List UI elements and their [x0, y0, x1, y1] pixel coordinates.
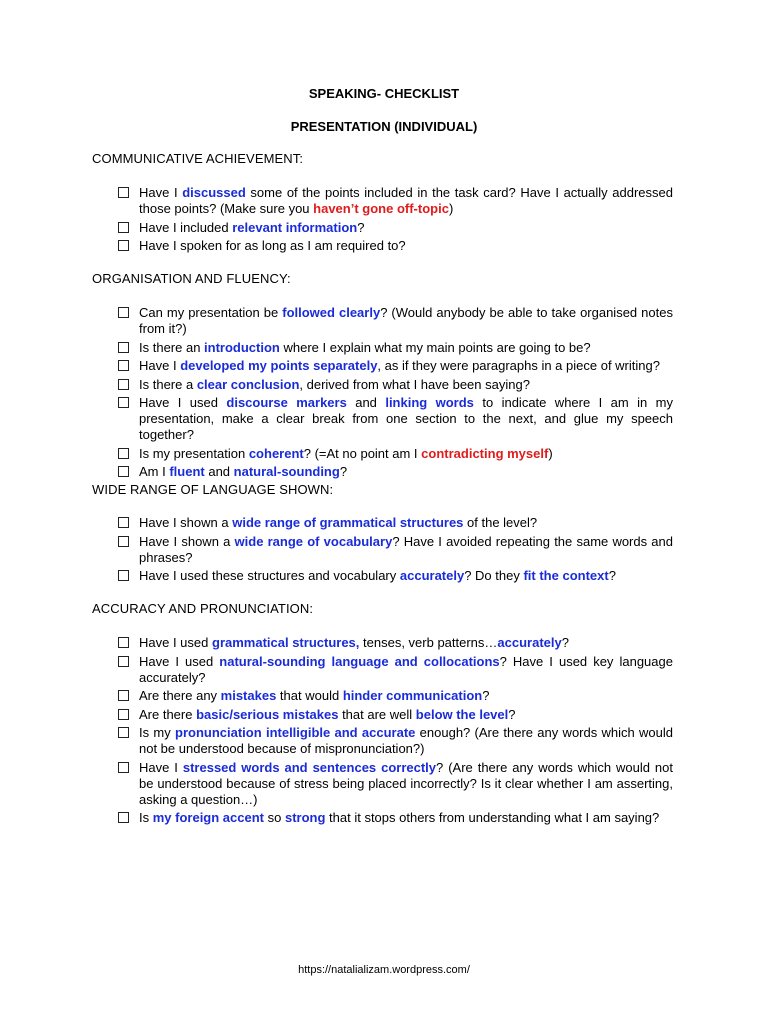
checklist-item [118, 377, 673, 393]
item-text: Have I [139, 759, 183, 775]
item-text: to indicate where I am in my presentation, make a clear break from one section to the next, and glue my speech together? [139, 395, 673, 442]
item-text: and [204, 464, 234, 479]
checkbox-icon[interactable] [118, 342, 129, 353]
highlight-blue: grammatical structures, [212, 635, 360, 650]
highlight-blue: my foreign accent [152, 810, 264, 825]
highlight-blue: followed clearly [282, 305, 381, 320]
highlight-blue: discussed [182, 185, 246, 200]
highlight-blue: coherent [248, 445, 304, 461]
item-text: ) [448, 201, 454, 216]
checklist-item [118, 725, 673, 757]
checkbox-icon[interactable] [118, 466, 129, 477]
item-text: Is there an [139, 339, 205, 355]
checklist-item [118, 635, 673, 651]
item-text: Is my presentation [139, 445, 249, 461]
item-text: ? Have I avoided repeating the same words and phrases? [139, 533, 673, 565]
highlight-blue: developed my points separately [180, 358, 378, 373]
item-text: ) [548, 445, 553, 461]
highlight-blue: natural-sounding language and collocations [219, 653, 500, 669]
checklist-item [118, 464, 673, 480]
checklist-item [118, 707, 673, 723]
checkbox-icon[interactable] [118, 360, 129, 371]
checkbox-icon[interactable] [118, 187, 129, 198]
footer-url: https://natalializam.wordpress.com/ [298, 964, 470, 976]
item-text: Have I [139, 185, 183, 200]
item-text: that are well [338, 706, 416, 722]
highlight-blue: wide range of grammatical structures [232, 515, 464, 530]
item-text: ? (=At no point am I [303, 445, 422, 461]
highlight-blue: fit the context [523, 568, 609, 583]
highlight-blue: natural-sounding [233, 464, 340, 479]
item-text: of the level? [463, 515, 538, 530]
highlight-blue: discourse markers [226, 395, 347, 410]
document-title: SPEAKING- CHECKLIST [308, 86, 460, 101]
highlight-blue: basic/serious mistakes [196, 706, 339, 722]
highlight-blue: stressed words and sentences correctly [182, 759, 437, 775]
item-text: and [346, 395, 386, 410]
checkbox-icon[interactable] [118, 240, 129, 251]
checklist-item [118, 760, 673, 808]
checklist-item [118, 395, 673, 443]
checklist-item [118, 185, 673, 217]
highlight-blue: strong [284, 810, 326, 825]
highlight-blue: pronunciation intelligible and accurate [175, 725, 416, 740]
highlight-blue: accurately [399, 568, 465, 583]
item-text: some of the points included in the task card? Have I actually addressed those points? (Make sure you [139, 185, 673, 216]
highlight-blue: wide range of vocabulary [234, 533, 393, 549]
checkbox-icon[interactable] [118, 517, 129, 528]
item-text: Have I [139, 358, 181, 373]
item-text: so [264, 810, 285, 825]
item-text: Is [139, 810, 153, 825]
item-text: ? Have I used key language accurately? [139, 653, 673, 685]
document-subtitle: PRESENTATION (INDIVIDUAL) [290, 119, 478, 134]
item-text: ? [482, 688, 490, 703]
item-text: Is my [139, 725, 176, 740]
item-text: , as if they were paragraphs in a piece of writing? [377, 358, 660, 373]
checkbox-icon[interactable] [118, 709, 129, 720]
section-heading: WIDE RANGE OF LANGUAGE SHOWN: [92, 482, 334, 497]
item-text: that it stops others from understanding what I am saying? [325, 810, 660, 825]
checkbox-icon[interactable] [118, 379, 129, 390]
checkbox-icon[interactable] [118, 536, 129, 547]
highlight-blue: clear conclusion [196, 376, 300, 392]
item-text: Am I [139, 464, 170, 479]
checklist-item [118, 220, 673, 236]
item-text: ? [608, 568, 616, 583]
checklist-item [118, 305, 673, 337]
item-text: Have I shown a [139, 515, 233, 530]
item-text: ? (Would anybody be able to take organised notes from it?) [139, 305, 673, 336]
item-text: Can my presentation be [139, 305, 283, 320]
checkbox-icon[interactable] [118, 397, 129, 408]
checklist-item [118, 568, 673, 584]
checklist-item [118, 810, 673, 826]
checklist-item [118, 238, 673, 254]
checkbox-icon[interactable] [118, 690, 129, 701]
highlight-red: contradicting myself [421, 445, 549, 461]
highlight-blue: mistakes [220, 688, 277, 703]
item-text: Have I spoken for as long as I am required to? [139, 238, 406, 253]
item-text: ? (Are there any words which would not be understood because of stress being placed incorrectly? Is it clear whether I am asserting, asking a question…) [139, 759, 673, 807]
item-text: ? [508, 706, 516, 722]
highlight-blue: introduction [204, 339, 280, 355]
highlight-red: haven’t gone off-topic [313, 201, 449, 216]
checkbox-icon[interactable] [118, 307, 129, 318]
highlight-blue: accurately [497, 635, 562, 650]
checklist-item [118, 340, 673, 356]
checkbox-icon[interactable] [118, 727, 129, 738]
checklist-item [118, 358, 673, 374]
checkbox-icon[interactable] [118, 762, 129, 773]
item-text: Are there [139, 706, 197, 722]
checklist [118, 635, 673, 829]
checklist [118, 305, 673, 483]
highlight-blue: linking words [385, 395, 474, 410]
item-text: Have I used [139, 653, 220, 669]
checklist [118, 515, 673, 587]
checkbox-icon[interactable] [118, 637, 129, 648]
item-text: Have I used [139, 395, 227, 410]
highlight-blue: below the level [415, 706, 509, 722]
item-text: tenses, verb patterns… [359, 635, 498, 650]
highlight-blue: hinder communication [342, 688, 483, 703]
item-text: Have I shown a [139, 533, 235, 549]
checkbox-icon[interactable] [118, 656, 129, 667]
item-text: Is there a [139, 376, 197, 392]
item-text: that would [276, 688, 343, 703]
item-text: ? Do they [464, 568, 524, 583]
checklist-item [118, 446, 673, 462]
highlight-blue: relevant information [232, 219, 358, 235]
checklist-item [118, 534, 673, 566]
item-text: Have I used these structures and vocabulary [139, 568, 400, 583]
checklist-item [118, 688, 673, 704]
checkbox-icon[interactable] [118, 812, 129, 823]
checklist [118, 185, 673, 257]
item-text: Have I included [139, 219, 233, 235]
section-heading: COMMUNICATIVE ACHIEVEMENT: [92, 151, 304, 166]
section-heading: ORGANISATION AND FLUENCY: [92, 271, 291, 286]
item-text: ? [357, 219, 365, 235]
item-text: Have I used [139, 635, 212, 650]
checkbox-icon[interactable] [118, 570, 129, 581]
item-text: ? [339, 464, 348, 479]
checkbox-icon[interactable] [118, 448, 129, 459]
highlight-blue: fluent [169, 464, 205, 479]
checklist-item [118, 515, 673, 531]
item-text: ? [561, 635, 569, 650]
item-text: where I explain what my main points are going to be? [279, 339, 591, 355]
section-heading: ACCURACY AND PRONUNCIATION: [92, 601, 314, 616]
checkbox-icon[interactable] [118, 222, 129, 233]
item-text: Are there any [139, 688, 221, 703]
checklist-item [118, 654, 673, 686]
item-text: , derived from what I have been saying? [299, 376, 530, 392]
item-text: enough? (Are there any words which would not be understood because of mispronunciation?) [139, 725, 673, 756]
